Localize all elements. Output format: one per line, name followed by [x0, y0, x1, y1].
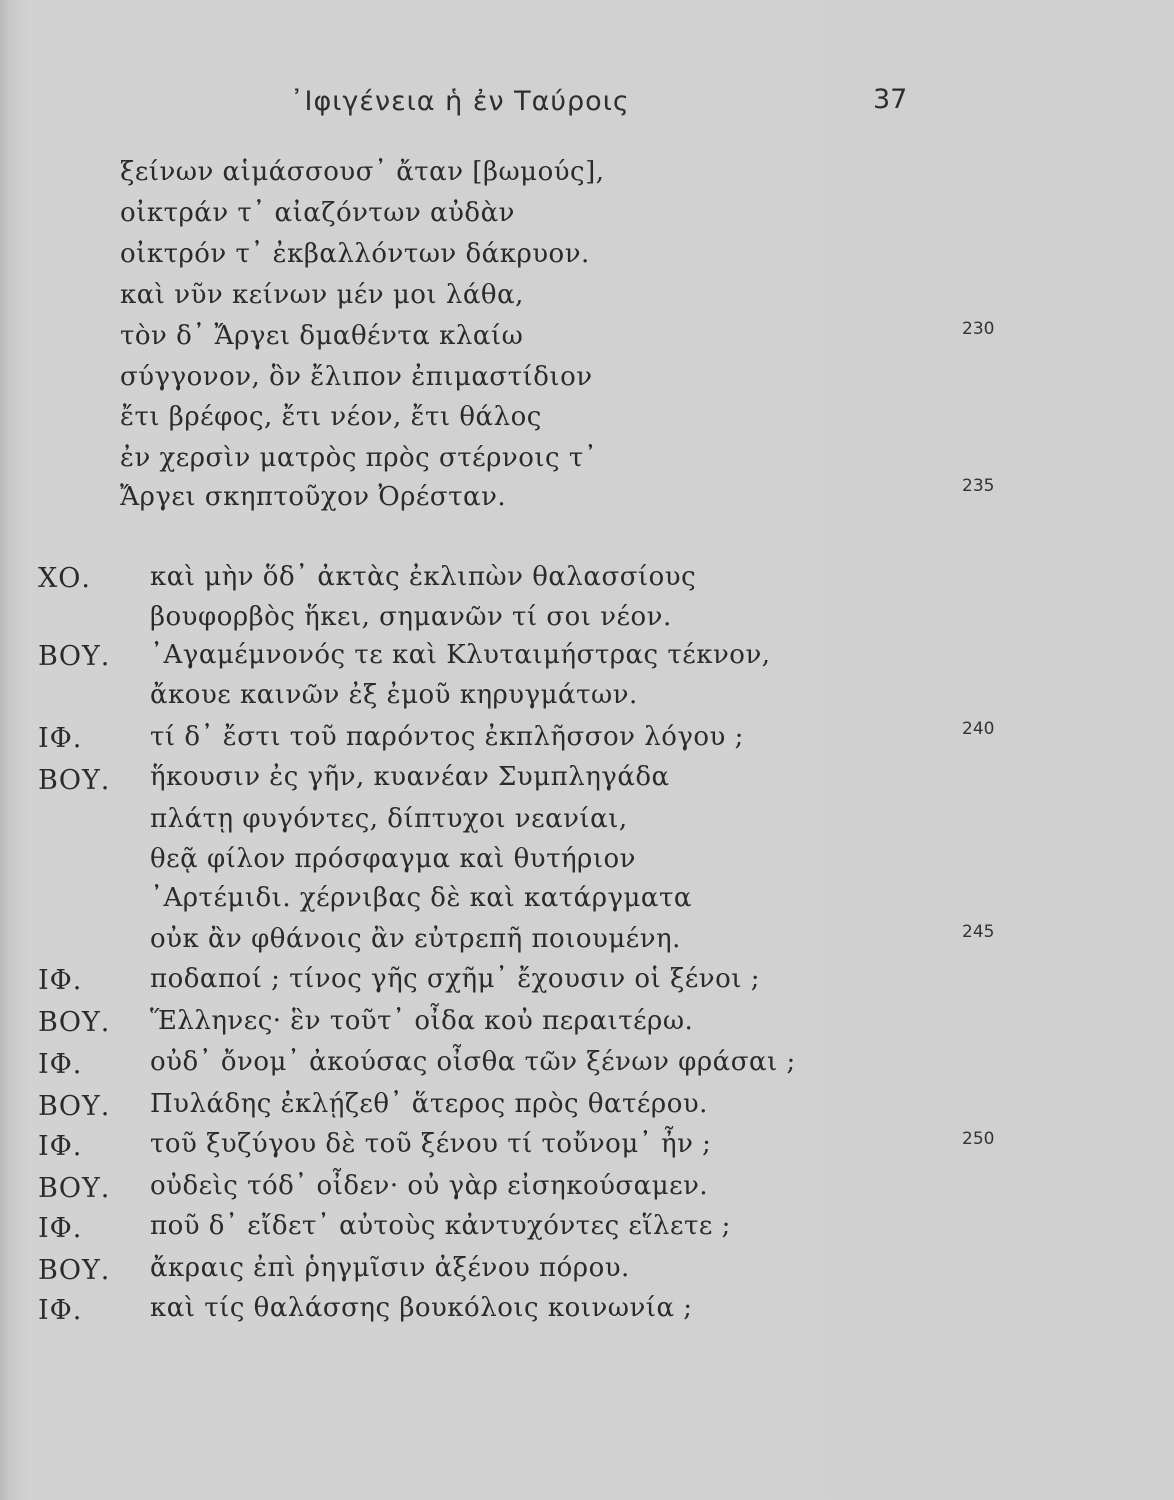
- verse-line: καὶ νῦν κείνων μέν μοι λάθα,: [120, 280, 524, 310]
- verse-line: τὸν δ᾽ Ἄργει δμαθέντα κλαίω: [120, 321, 524, 351]
- speaker-label: ΙΦ.: [38, 965, 83, 996]
- speaker-label: ΒΟΥ.: [38, 641, 111, 672]
- verse-line: τί δ᾽ ἔστι τοῦ παρόντος ἐκπλῆσσον λόγου ;: [150, 722, 744, 752]
- speaker-label: ΒΟΥ.: [38, 1091, 111, 1122]
- verse-line: ᾿Αγαμέμνονός τε καὶ Κλυταιμήστρας τέκνον,: [150, 640, 771, 670]
- verse-line: οἰκτρόν τ᾽ ἐκβαλλόντων δάκρυον.: [120, 239, 590, 269]
- verse-line: ποῦ δ᾽ εἴδετ᾽ αὐτοὺς κἀντυχόντες εἵλετε ;: [150, 1211, 731, 1241]
- verse-line: Ἕλληνες· ἓν τοῦτ᾽ οἶδα κοὐ περαιτέρω.: [150, 1006, 694, 1036]
- verse-line: ἄκραις ἐπὶ ῥηγμῖσιν ἀξένου πόρου.: [150, 1253, 630, 1283]
- verse-line: οὐδεὶς τόδ᾽ οἶδεν· οὐ γὰρ εἰσηκούσαμεν.: [150, 1171, 709, 1201]
- line-number: 245: [962, 922, 995, 942]
- verse-line: οὐδ᾽ ὄνομ᾽ ἀκούσας οἶσθα τῶν ξένων φράσαι ;: [150, 1047, 796, 1077]
- verse-line: ἐν χερσὶν ματρὸς πρὸς στέρνοις τ᾽: [120, 443, 598, 473]
- speaker-label: ΙΦ.: [38, 1131, 83, 1162]
- verse-line: οὐκ ἂν φθάνοις ἂν εὐτρεπῆ ποιουμένη.: [150, 924, 681, 954]
- verse-line: Ἄργει σκηπτοῦχον Ὀρέσταν.: [120, 482, 507, 512]
- line-number: 240: [962, 719, 995, 739]
- verse-line: σύγγονον, ὃν ἔλιπον ἐπιμαστίδιον: [120, 362, 593, 392]
- speaker-label: ΙΦ.: [38, 1049, 83, 1080]
- line-number: 235: [962, 476, 995, 496]
- line-number: 230: [962, 319, 995, 339]
- line-number: 250: [962, 1129, 995, 1149]
- verse-line: ᾿Αρτέμιδι. χέρνιβας δὲ καὶ κατάργματα: [150, 883, 692, 913]
- speaker-label: ΧΟ.: [38, 563, 91, 594]
- verse-line: ἔτι βρέφος, ἔτι νέον, ἔτι θάλος: [120, 402, 542, 432]
- speaker-label: ΙΦ.: [38, 1213, 83, 1244]
- running-head-title: ᾿Ιφιγένεια ἡ ἐν Ταύροις: [290, 86, 630, 117]
- speaker-label: ΙΦ.: [38, 1295, 83, 1326]
- verse-line: οἰκτράν τ᾽ αἰαζόντων αὐδὰν: [120, 198, 515, 228]
- page-number: 37: [873, 84, 908, 115]
- speaker-label: ΒΟΥ.: [38, 1007, 111, 1038]
- speaker-label: ΒΟΥ.: [38, 1173, 111, 1204]
- verse-line: καὶ μὴν ὅδ᾽ ἀκτὰς ἐκλιπὼν θαλασσίους: [150, 562, 697, 592]
- verse-line: τοῦ ξυζύγου δὲ τοῦ ξένου τί τοὔνομ᾽ ἦν ;: [150, 1129, 712, 1159]
- verse-line: καὶ τίς θαλάσσης βουκόλοις κοινωνία ;: [150, 1293, 693, 1323]
- verse-line: ξείνων αἱμάσσουσ᾽ ἄταν [βωμούς],: [120, 157, 605, 187]
- verse-line: ἄκουε καινῶν ἐξ ἐμοῦ κηρυγμάτων.: [150, 680, 638, 710]
- speaker-label: ΙΦ.: [38, 723, 83, 754]
- verse-line: θεᾷ φίλον πρόσφαγμα καὶ θυτήριον: [150, 844, 636, 874]
- speaker-label: ΒΟΥ.: [38, 765, 111, 796]
- verse-line: πλάτῃ φυγόντες, δίπτυχοι νεανίαι,: [150, 804, 628, 834]
- verse-line: ποδαποί ; τίνος γῆς σχῆμ᾽ ἔχουσιν οἱ ξένοι ;: [150, 964, 760, 994]
- verse-line: Πυλάδης ἐκλῄζεθ᾽ ἅτερος πρὸς θατέρου.: [150, 1089, 708, 1119]
- verse-line: βουφορβὸς ἥκει, σημανῶν τί σοι νέον.: [150, 602, 672, 632]
- verse-line: ἥκουσιν ἐς γῆν, κυανέαν Συμπληγάδα: [150, 762, 670, 792]
- speaker-label: ΒΟΥ.: [38, 1255, 111, 1286]
